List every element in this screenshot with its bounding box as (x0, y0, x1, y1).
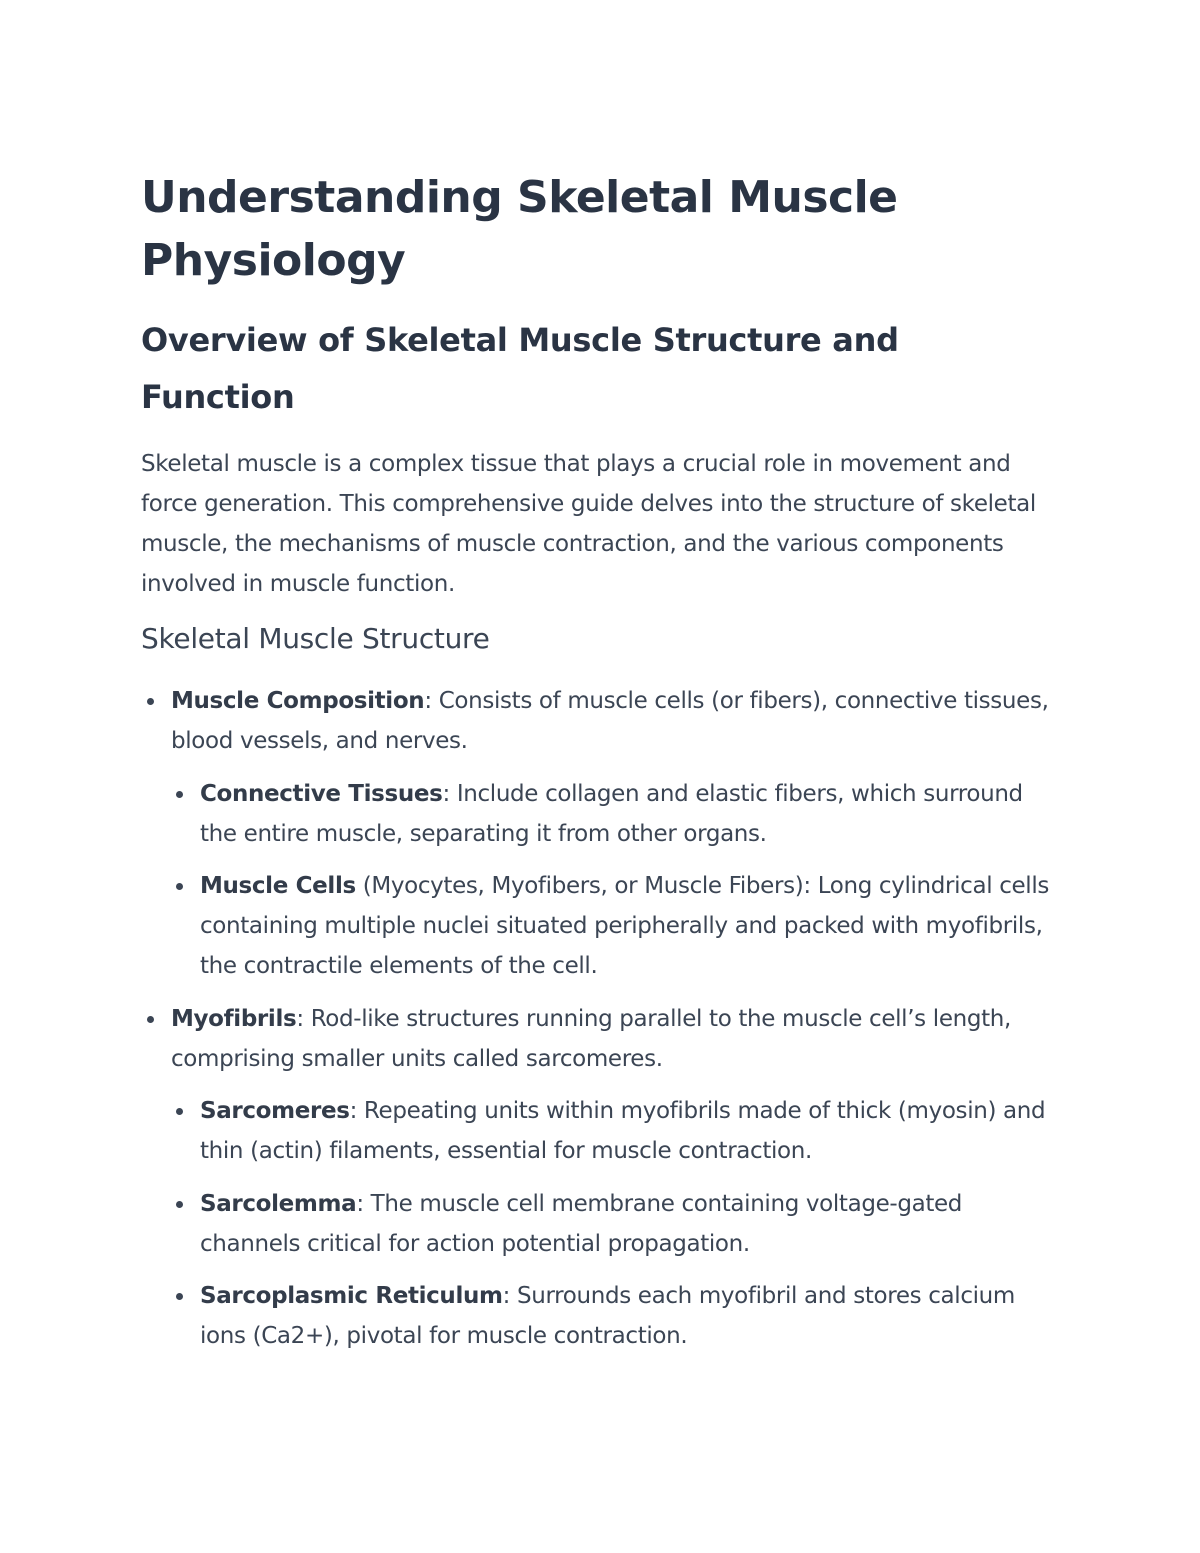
list-item-text: : Consists of muscle cells (or fibers), connective tissues, blood vessels, and nerves. (171, 688, 1049, 754)
bullet-icon (176, 883, 183, 890)
page-title: Understanding Skeletal Muscle Physiology (141, 172, 898, 286)
bullet-icon (176, 791, 183, 798)
section-heading: Overview of Skeletal Muscle Structure and Function (141, 321, 899, 416)
list-item-term: Sarcoplasmic Reticulum (200, 1283, 503, 1309)
list-item-text: : Surrounds each myofibril and stores calcium ions (Ca2+), pivotal for muscle contraction. (200, 1283, 1015, 1349)
list-item-term: Sarcomeres (200, 1098, 350, 1124)
list-item (171, 999, 1061, 1079)
list-item (200, 866, 1061, 986)
list-item-text: : The muscle cell membrane containing voltage-gated channels critical for action potential propagation. (200, 1191, 963, 1257)
list-item-text: : Rod-like structures running parallel to the muscle cell’s length, comprising smaller units called sarcomeres. (171, 1006, 1011, 1072)
list-item-text: (Myocytes, Myofibers, or Muscle Fibers): Long cylindrical cells containing multiple nuclei situated peripherally and packed with myofibrils, the contractile elements of the cell. (200, 873, 1050, 979)
list-item-term: Muscle Cells (200, 873, 356, 899)
bullet-icon (176, 1108, 183, 1115)
list-item-term: Sarcolemma (200, 1191, 357, 1217)
list-item-term: Muscle Composition (171, 688, 425, 714)
bullet-icon (147, 1016, 154, 1023)
list-item-text: : Repeating units within myofibrils made of thick (myosin) and thin (actin) filaments, essential for muscle contraction. (200, 1098, 1046, 1164)
bullet-icon (176, 1293, 183, 1300)
list-item-term: Connective Tissues (200, 781, 443, 807)
bullet-icon (176, 1201, 183, 1208)
list-item (200, 1184, 1061, 1264)
subsection-heading: Skeletal Muscle Structure (141, 622, 490, 655)
bullet-icon (147, 698, 154, 705)
list-item (200, 774, 1061, 854)
list-item (200, 1276, 1061, 1356)
list-item-text: : Include collagen and elastic fibers, which surround the entire muscle, separating it from other organs. (200, 781, 1023, 847)
intro-paragraph: Skeletal muscle is a complex tissue that plays a crucial role in movement and force generation. This comprehensive guide delves into the structure of skeletal muscle, the mechanisms of muscle contraction, and the various components involved in muscle function. (141, 451, 1036, 597)
list-item-term: Myofibrils (171, 1006, 297, 1032)
list-item (171, 681, 1061, 761)
list-item (200, 1091, 1061, 1171)
